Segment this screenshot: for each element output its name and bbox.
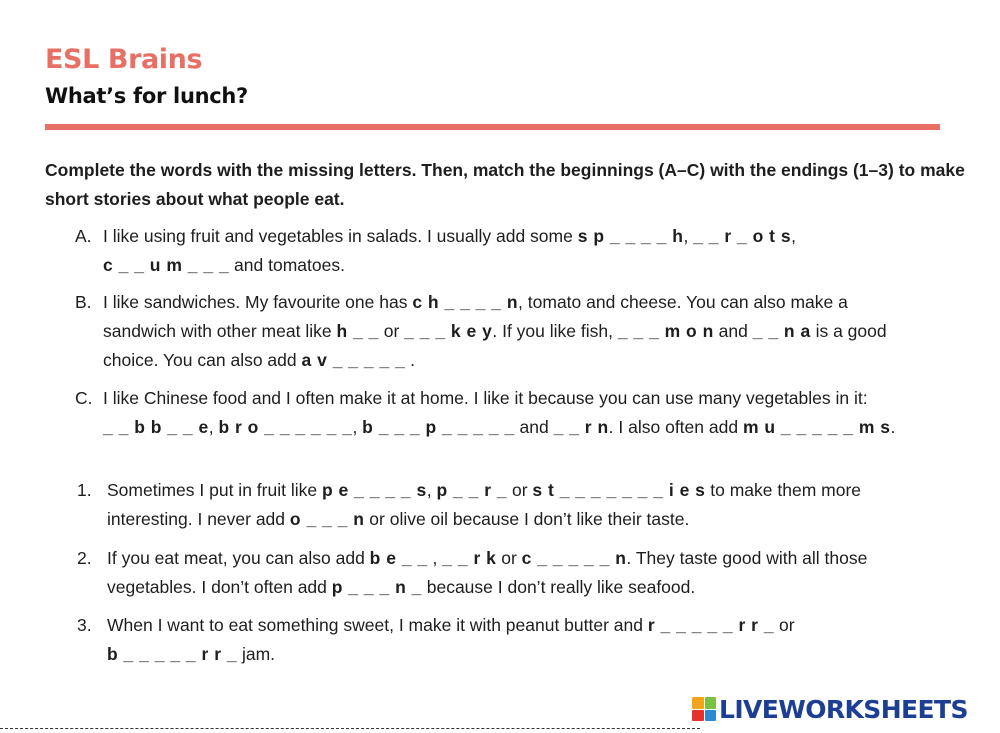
- gap-fill-word[interactable]: c h _ _ _ _ n: [412, 292, 519, 312]
- header-divider: [45, 124, 940, 130]
- text-segment: ,: [791, 226, 796, 246]
- text-segment: If you eat meat, you can also add: [107, 548, 370, 568]
- text-line: [103, 384, 895, 413]
- text-line: [103, 317, 887, 346]
- ending-text: [107, 544, 867, 602]
- text-segment: sandwich with other meat like: [103, 321, 337, 341]
- text-segment: ,: [352, 417, 363, 437]
- text-segment: I like using fruit and vegetables in salads. I usually add some: [103, 226, 578, 246]
- gap-fill-word[interactable]: c _ _ u m _ _ _: [103, 255, 230, 275]
- text-line: [103, 251, 796, 280]
- text-segment: choice. You can also add: [103, 350, 302, 370]
- gap-fill-word[interactable]: _ _ b b _ _ e: [103, 417, 209, 437]
- page-bottom-dashed-border: [0, 728, 700, 729]
- ending-marker: 3.: [77, 615, 92, 635]
- gap-fill-word[interactable]: p e _ _ _ _ s: [321, 480, 427, 500]
- text-segment: or olive oil because I don’t like their taste.: [364, 509, 690, 529]
- text-segment: . If you like fish,: [492, 321, 618, 341]
- instructions: Complete the words with the missing letters. Then, match the beginnings (A–C) with the endings (1–3) to make short stories about what people eat.: [45, 160, 965, 209]
- gap-fill-word[interactable]: o _ _ _ n: [289, 509, 365, 529]
- logo-square-3: [692, 710, 704, 722]
- text-segment: Sometimes I put in fruit like: [107, 480, 322, 500]
- text-segment: . I also often add: [608, 417, 743, 437]
- text-segment: interesting. I never add: [107, 509, 290, 529]
- gap-fill-word[interactable]: _ _ r k: [442, 548, 497, 568]
- text-segment: ,: [426, 480, 437, 500]
- text-line: [107, 611, 795, 640]
- gap-fill-word[interactable]: h _ _: [336, 321, 379, 341]
- text-segment: jam.: [237, 644, 276, 664]
- beginning-text: [103, 384, 895, 442]
- gap-fill-word[interactable]: m u _ _ _ _ _ m s: [742, 417, 891, 437]
- text-segment: I like Chinese food and I often make it at home. I like it because you can use many vegetables in it:: [103, 388, 868, 408]
- text-segment: When I want to eat something sweet, I make it with peanut butter and: [107, 615, 648, 635]
- text-segment: .: [405, 350, 416, 370]
- text-line: [107, 640, 795, 669]
- text-line: [103, 288, 887, 317]
- gap-fill-word[interactable]: p _ _ _ n _: [331, 577, 422, 597]
- gap-fill-word[interactable]: b _ _ _ _ _ r r _: [107, 644, 238, 664]
- liveworksheets-logo-text: LIVEWORKSHEETS: [719, 694, 968, 724]
- text-segment: and: [514, 417, 554, 437]
- text-segment: or: [774, 615, 795, 635]
- ending-marker: 2.: [77, 548, 92, 568]
- liveworksheets-logo-icon: [692, 697, 716, 721]
- logo-square-1: [692, 697, 704, 709]
- gap-fill-word[interactable]: a v _ _ _ _ _: [301, 350, 406, 370]
- text-segment: to make them more: [705, 480, 862, 500]
- text-segment: ,: [208, 417, 219, 437]
- beginning-text: [103, 288, 887, 375]
- worksheet-title: What’s for lunch?: [45, 84, 248, 108]
- gap-fill-word[interactable]: p _ _ r _: [436, 480, 508, 500]
- text-line: [103, 346, 887, 375]
- gap-fill-word[interactable]: r _ _ _ _ _ r r _: [647, 615, 775, 635]
- text-segment: ,: [683, 226, 694, 246]
- text-segment: I like sandwiches. My favourite one has: [103, 292, 413, 312]
- logo-square-4: [705, 710, 717, 722]
- text-segment: is a good: [810, 321, 887, 341]
- gap-fill-word[interactable]: b r o _ _ _ _ _ _: [218, 417, 353, 437]
- brand-name: ESL Brains: [45, 44, 203, 75]
- text-segment: and tomatoes.: [229, 255, 345, 275]
- gap-fill-word[interactable]: b _ _ _ p _ _ _ _ _: [362, 417, 515, 437]
- text-segment: or: [378, 321, 405, 341]
- text-line: [107, 573, 867, 602]
- gap-fill-word[interactable]: _ _ r _ o t s: [693, 226, 792, 246]
- ending-marker: 1.: [77, 480, 92, 500]
- text-segment: . They taste good with all those: [626, 548, 868, 568]
- beginning-marker: A.: [75, 226, 92, 246]
- gap-fill-word[interactable]: _ _ _ m o n: [617, 321, 714, 341]
- beginning-marker: B.: [75, 292, 92, 312]
- logo-square-2: [705, 697, 717, 709]
- text-segment: because I don’t really like seafood.: [421, 577, 696, 597]
- gap-fill-word[interactable]: c _ _ _ _ _ n: [521, 548, 627, 568]
- ending-text: [107, 611, 795, 669]
- gap-fill-word[interactable]: s t _ _ _ _ _ _ _ i e s: [532, 480, 706, 500]
- text-segment: and: [713, 321, 753, 341]
- text-segment: ,: [427, 548, 443, 568]
- gap-fill-word[interactable]: _ _ _ k e y: [404, 321, 493, 341]
- gap-fill-word[interactable]: b e _ _: [369, 548, 428, 568]
- text-segment: , tomato and cheese. You can also make a: [518, 292, 848, 312]
- text-segment: .: [890, 417, 896, 437]
- ending-text: [107, 476, 861, 534]
- text-line: [107, 505, 861, 534]
- gap-fill-word[interactable]: _ _ r n: [553, 417, 609, 437]
- text-line: [107, 476, 861, 505]
- gap-fill-word[interactable]: _ _ n a: [752, 321, 811, 341]
- gap-fill-word[interactable]: s p _ _ _ _ h: [577, 226, 684, 246]
- beginning-marker: C.: [75, 388, 93, 408]
- text-line: [103, 413, 895, 442]
- liveworksheets-logo[interactable]: [692, 694, 968, 724]
- text-line: [103, 222, 796, 251]
- beginning-text: [103, 222, 796, 280]
- text-segment: or: [507, 480, 533, 500]
- text-line: [107, 544, 867, 573]
- text-segment: vegetables. I don’t often add: [107, 577, 332, 597]
- text-segment: or: [496, 548, 522, 568]
